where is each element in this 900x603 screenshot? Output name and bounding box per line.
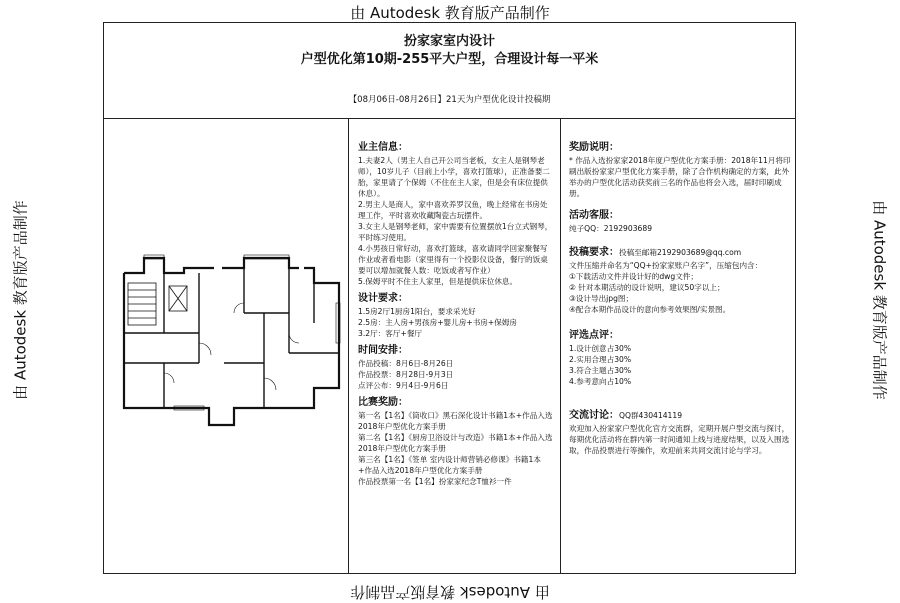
service-line: 纯子QQ：2192903689 [569, 224, 653, 233]
owner-line: 2.男主人是商人，家中喜欢养罗汉鱼，晚上经常在书房处理工作，平时喜欢收藏陶瓷古玩摆件。 [358, 200, 548, 220]
schedule-line: 点评公布：9月4日-9月6日 [358, 381, 449, 390]
design-heading: 设计要求： [358, 293, 408, 304]
judging-line: 2.实用合理占30% [569, 355, 632, 364]
service-heading: 活动客服： [569, 210, 619, 221]
design-line: 2.5房：主人房+男孩房+婴儿房+书房+保姆房 [358, 318, 518, 327]
prize-line: 第一名【1名】《筒收口》黑石深化设计书籍1本+作品入选2018年户型优化方案手册 [358, 411, 553, 431]
submission-line: ② 针对本期活动的设计说明，建议50字以上； [569, 283, 725, 292]
column-right [569, 141, 791, 456]
divider-vertical-2 [560, 118, 561, 573]
watermark-bottom: 由 Autodesk 教育版产品制作 [350, 583, 550, 601]
submission-line: ④配合本期作品设计的意向参考效果图/实景图。 [569, 305, 731, 314]
discussion-qq-group: QQ群430414119 [619, 411, 683, 420]
watermark-top: 由 Autodesk 教育版产品制作 [350, 4, 550, 22]
prizes-heading: 比赛奖励： [358, 397, 408, 408]
watermark-left: 由 Autodesk 教育版产品制作 [11, 200, 30, 400]
submission-period: 【08月06日-08月26日】21天为户型优化设计投稿期 [348, 95, 551, 105]
plan-stair-core [128, 283, 187, 325]
reward-note-line: * 作品入选扮家家2018年度户型优化方案手册：2018年11月将印刷出版扮家家户型优化方案手册，除了合作机构确定的方案，此外举办的户型优化活动获奖前三名的作品也将会入选，届时印刷成册。 [569, 156, 791, 198]
design-line: 1.5房2厅1厨房1阳台，要求采光好 [358, 307, 476, 316]
owner-line: 5.保姆平时不住主人家里，但是提供床位休息。 [358, 277, 518, 286]
discussion-heading [569, 409, 791, 423]
owner-line: 4.小男孩日常好动，喜欢打篮球，喜欢请同学回家聚餐写作业或者看电影（家里得有一个投影仪设备，餐厅的饭桌要可以增加就餐人数：吃饭或者写作业） [358, 244, 548, 275]
design-line: 3.2厅：客厅+餐厅 [358, 329, 423, 338]
judging-line: 1.设计创意占30% [569, 344, 632, 353]
submission-email: 投稿至邮箱2192903689@qq.com [619, 248, 742, 257]
watermark-right: 由 Autodesk 教育版产品制作 [870, 200, 889, 400]
owner-line: 3.女主人是钢琴老师，家中需要有位置摆放1台立式钢琴，平时练习使用。 [358, 222, 553, 242]
owner-line: 1.夫妻2人（男主人自己开公司当老板，女主人是钢琴老师），10岁儿子（目前上小学，喜欢打篮球），正准备要二胎，家里请了个保姆（不住在主人家，但是会有床位提供休息）。 [358, 156, 550, 198]
submission-heading [569, 246, 791, 260]
discussion-line: 欢迎加入扮家家户型优化官方交流群，定期开展户型交流与探讨，每期优化活动将在群内第一时间通知上线与进度结果，以及入围选取，作品投票进行等操作，欢迎前来共同交流讨论与学习。 [569, 424, 790, 455]
reward-note-heading: 奖励说明： [569, 142, 619, 153]
divider-horizontal [104, 118, 795, 119]
owner-heading: 业主信息： [358, 142, 408, 153]
submission-line: ①下载活动文件并设计好的dwg文件； [569, 272, 698, 281]
submission-heading-label: 投稿要求： [569, 247, 619, 258]
column-middle [358, 141, 554, 487]
divider-vertical-1 [348, 118, 349, 573]
page-subtitle: 户型优化第10期-255平大户型，合理设计每一平米 [300, 52, 599, 67]
drawing-frame [103, 22, 796, 574]
discussion-heading-label: 交流讨论： [569, 410, 619, 421]
judging-line: 4.参考意向占10% [569, 377, 632, 386]
judging-line: 3.符合主题占30% [569, 366, 632, 375]
submission-line: ③设计导出jpg图； [569, 294, 634, 303]
submission-line: 文件压缩并命名为“QQ+扮家家账户名字”，压缩包内含： [569, 261, 763, 270]
title-block [104, 33, 795, 105]
schedule-heading: 时间安排： [358, 345, 408, 356]
prize-line: 第二名【1名】《厨房卫浴设计与改造》书籍1本+作品入选2018年户型优化方案手册 [358, 433, 553, 453]
page-title: 扮家家室内设计 [403, 34, 495, 49]
schedule-line: 作品投稿：8月6日-8月26日 [358, 359, 454, 368]
floor-plan-drawing [114, 163, 344, 443]
plan-door-swings [164, 303, 299, 390]
prize-line: 第三名【1名】《签单 室内设计师营销必修课》书籍1本+作品入选2018年户型优化方案手册 [358, 455, 541, 475]
judging-heading: 评选点评： [569, 330, 619, 341]
prize-line: 作品投票第一名【1名】扮家家纪念T恤衫一件 [358, 477, 512, 486]
schedule-line: 作品投票：8月28日-9月3日 [358, 370, 454, 379]
